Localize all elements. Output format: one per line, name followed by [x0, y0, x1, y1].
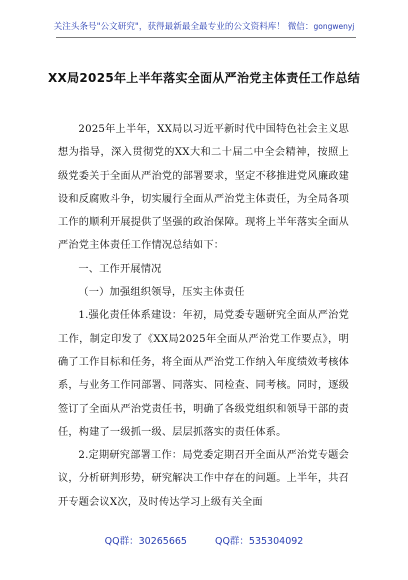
list-item: 2.定期研究部署工作：局党委定期召开全面从严治党专题会议，分析研判形势，研究解决工作中存在的问题。上半年，共召开专题会议X次，及时传达学习上级有关全面 [58, 450, 349, 508]
promo-banner-text: 关注头条号"公文研究"，获得最新最全最专业的公文资料库！ 微信： [53, 22, 314, 32]
qq-group-1: QQ群：30265665 [104, 536, 187, 547]
promo-banner [0, 20, 408, 32]
document-title: XX局2025年上半年落实全面从严治党主体责任工作总结 [47, 71, 360, 85]
list-item: 1.强化责任体系建设：年初，局党委专题研究全面从严治党工作，制定印发了《XX局2025年全面从严治党工作要点》，明确了工作目标和任务，将全面从严治党工作纳入年度绩效考核体系，与业务工作同部署、同落实、同检查、同考核。同时，逐级签订了全面从严治党责任书，明确了各级党组织和领导干部的责任，构建了一级抓一级、层层抓落实的责任体系。 [58, 310, 349, 438]
wechat-id: gongwenyj [313, 22, 355, 31]
footer-qq-groups [0, 533, 408, 547]
subsection-heading: （一）加强组织领导，压实主体责任 [78, 287, 245, 299]
qq-group-2: QQ群：535304092 [214, 536, 304, 547]
intro-paragraph: 2025年上半年，XX局以习近平新时代中国特色社会主义思想为指导，深入贯彻党的XX大和二十届二中全会精神，按照上级党委关于全面从严治党的部署要求，坚定不移推进党风廉政建设和反腐败斗争，切实履行全面从严治党主体责任，为全局各项工作的顺利开展提供了坚强的政治保障。现将上半年落实全面从严治党主体责任工作情况总结如下： [58, 124, 349, 252]
document-body [58, 118, 349, 514]
header-divider [56, 37, 356, 38]
section-heading: 一、工作开展情况 [78, 263, 162, 275]
